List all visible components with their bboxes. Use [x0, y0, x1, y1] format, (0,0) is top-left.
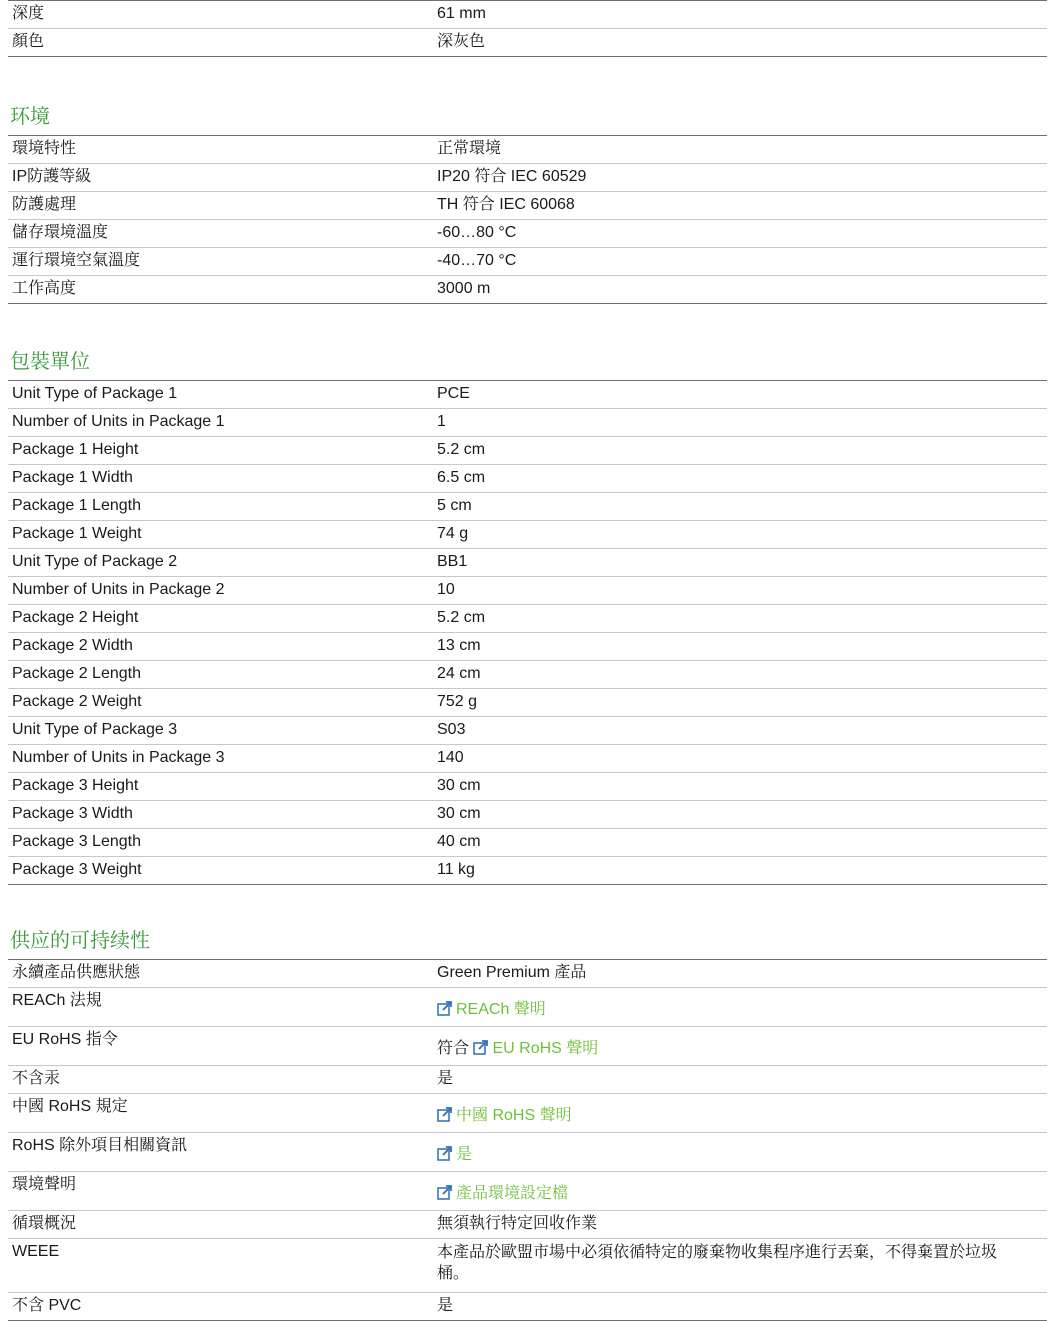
row-label: 不含汞 [8, 1066, 433, 1094]
row-label: Package 1 Weight [8, 521, 433, 549]
external-link-icon [437, 1145, 453, 1161]
row-value: 24 cm [433, 661, 1047, 689]
table-row [8, 1239, 1047, 1293]
row-value: 61 mm [433, 1, 1047, 29]
row-value: 3000 m [433, 276, 1047, 304]
table-row [8, 1027, 1047, 1066]
compliance-prefix: 符合 [437, 1040, 470, 1057]
packaging-table [8, 380, 1047, 885]
row-value: 13 cm [433, 633, 1047, 661]
sustainability-table [8, 959, 1047, 1321]
row-value: 752 g [433, 689, 1047, 717]
row-label: 不含 PVC [8, 1293, 433, 1321]
row-value [433, 988, 1047, 1027]
table-row [8, 192, 1047, 220]
row-label: Unit Type of Package 3 [8, 717, 433, 745]
table-row [8, 857, 1047, 885]
row-label: Package 2 Length [8, 661, 433, 689]
top-spec-table [8, 0, 1047, 57]
row-value: Green Premium 產品 [433, 960, 1047, 988]
row-value: 40 cm [433, 829, 1047, 857]
external-link-icon [437, 1106, 453, 1122]
table-row [8, 717, 1047, 745]
table-row [8, 633, 1047, 661]
row-label: 循環概況 [8, 1211, 433, 1239]
row-value: BB1 [433, 549, 1047, 577]
row-value: 30 cm [433, 773, 1047, 801]
row-value: IP20 符合 IEC 60529 [433, 164, 1047, 192]
row-value: 5.2 cm [433, 437, 1047, 465]
section-title-environment: 环境 [10, 106, 50, 128]
row-label: WEEE [8, 1239, 433, 1293]
table-row [8, 773, 1047, 801]
environmental-profile-link[interactable]: 產品環境設定檔 [437, 1185, 568, 1202]
row-value [433, 1133, 1047, 1172]
table-row [8, 437, 1047, 465]
row-label: 中國 RoHS 規定 [8, 1094, 433, 1133]
spec-page [8, 0, 1047, 1321]
row-label: 深度 [8, 1, 433, 29]
table-row [8, 829, 1047, 857]
row-label: Unit Type of Package 1 [8, 381, 433, 409]
row-label: Package 3 Length [8, 829, 433, 857]
row-label: Package 1 Width [8, 465, 433, 493]
table-row [8, 988, 1047, 1027]
table-row [8, 801, 1047, 829]
table-row [8, 409, 1047, 437]
row-label: Package 2 Width [8, 633, 433, 661]
row-label: Package 2 Height [8, 605, 433, 633]
row-value: 正常環境 [433, 136, 1047, 164]
row-value: 140 [433, 745, 1047, 773]
row-label: Package 3 Height [8, 773, 433, 801]
row-label: Package 1 Height [8, 437, 433, 465]
row-value: 30 cm [433, 801, 1047, 829]
table-row [8, 1211, 1047, 1239]
row-label: Package 2 Weight [8, 689, 433, 717]
external-link-icon [437, 1000, 453, 1016]
row-label: Number of Units in Package 1 [8, 409, 433, 437]
row-value: 是 [433, 1066, 1047, 1094]
table-row [8, 276, 1047, 304]
row-label: 工作高度 [8, 276, 433, 304]
row-label: Number of Units in Package 3 [8, 745, 433, 773]
row-value: 深灰色 [433, 29, 1047, 57]
row-label: 儲存環境溫度 [8, 220, 433, 248]
table-row [8, 689, 1047, 717]
row-label: Number of Units in Package 2 [8, 577, 433, 605]
section-title-sustainability: 供应的可持续性 [10, 930, 150, 952]
table-row [8, 605, 1047, 633]
row-label: 環境聲明 [8, 1172, 433, 1211]
table-row [8, 164, 1047, 192]
table-row [8, 1133, 1047, 1172]
row-value: TH 符合 IEC 60068 [433, 192, 1047, 220]
row-label: Package 3 Width [8, 801, 433, 829]
row-label: EU RoHS 指令 [8, 1027, 433, 1066]
row-value: 5.2 cm [433, 605, 1047, 633]
section-title-packaging: 包裝單位 [10, 351, 90, 373]
table-row [8, 1293, 1047, 1321]
row-label: REACh 法規 [8, 988, 433, 1027]
eu-rohs-declaration-link[interactable]: EU RoHS 聲明 [473, 1040, 598, 1057]
row-label: 防護處理 [8, 192, 433, 220]
table-row [8, 549, 1047, 577]
row-value: 74 g [433, 521, 1047, 549]
row-label: Package 1 Length [8, 493, 433, 521]
row-value: -60…80 °C [433, 220, 1047, 248]
external-link-icon [437, 1184, 453, 1200]
row-label: 顏色 [8, 29, 433, 57]
row-label: 環境特性 [8, 136, 433, 164]
row-value: 11 kg [433, 857, 1047, 885]
rohs-exemption-link[interactable]: 是 [437, 1146, 472, 1163]
table-row [8, 465, 1047, 493]
row-value: 本產品於歐盟市場中必須依循特定的廢棄物收集程序進行丟棄，不得棄置於垃圾桶。 [433, 1239, 1047, 1293]
row-label: RoHS 除外項目相關資訊 [8, 1133, 433, 1172]
row-value [433, 1027, 1047, 1066]
table-row [8, 745, 1047, 773]
row-value [433, 1172, 1047, 1211]
row-label: IP防護等級 [8, 164, 433, 192]
row-label: 運行環境空氣溫度 [8, 248, 433, 276]
external-link-icon [473, 1039, 489, 1055]
table-row [8, 1094, 1047, 1133]
row-value: -40…70 °C [433, 248, 1047, 276]
table-row [8, 220, 1047, 248]
row-label: 永續產品供應狀態 [8, 960, 433, 988]
row-value: 1 [433, 409, 1047, 437]
row-value: 10 [433, 577, 1047, 605]
table-row [8, 960, 1047, 988]
environment-table [8, 135, 1047, 304]
row-value: 5 cm [433, 493, 1047, 521]
reach-declaration-link[interactable]: REACh 聲明 [437, 1001, 546, 1018]
table-row [8, 381, 1047, 409]
table-row [8, 29, 1047, 57]
table-row [8, 136, 1047, 164]
table-row [8, 493, 1047, 521]
table-row [8, 1, 1047, 29]
row-value: 無須執行特定回收作業 [433, 1211, 1047, 1239]
row-label: Package 3 Weight [8, 857, 433, 885]
table-row [8, 1066, 1047, 1094]
row-label: Unit Type of Package 2 [8, 549, 433, 577]
row-value: PCE [433, 381, 1047, 409]
table-row [8, 661, 1047, 689]
table-row [8, 577, 1047, 605]
china-rohs-declaration-link[interactable]: 中國 RoHS 聲明 [437, 1107, 572, 1124]
row-value [433, 1094, 1047, 1133]
row-value: S03 [433, 717, 1047, 745]
row-value: 是 [433, 1293, 1047, 1321]
table-row [8, 1172, 1047, 1211]
row-value: 6.5 cm [433, 465, 1047, 493]
table-row [8, 248, 1047, 276]
table-row [8, 521, 1047, 549]
